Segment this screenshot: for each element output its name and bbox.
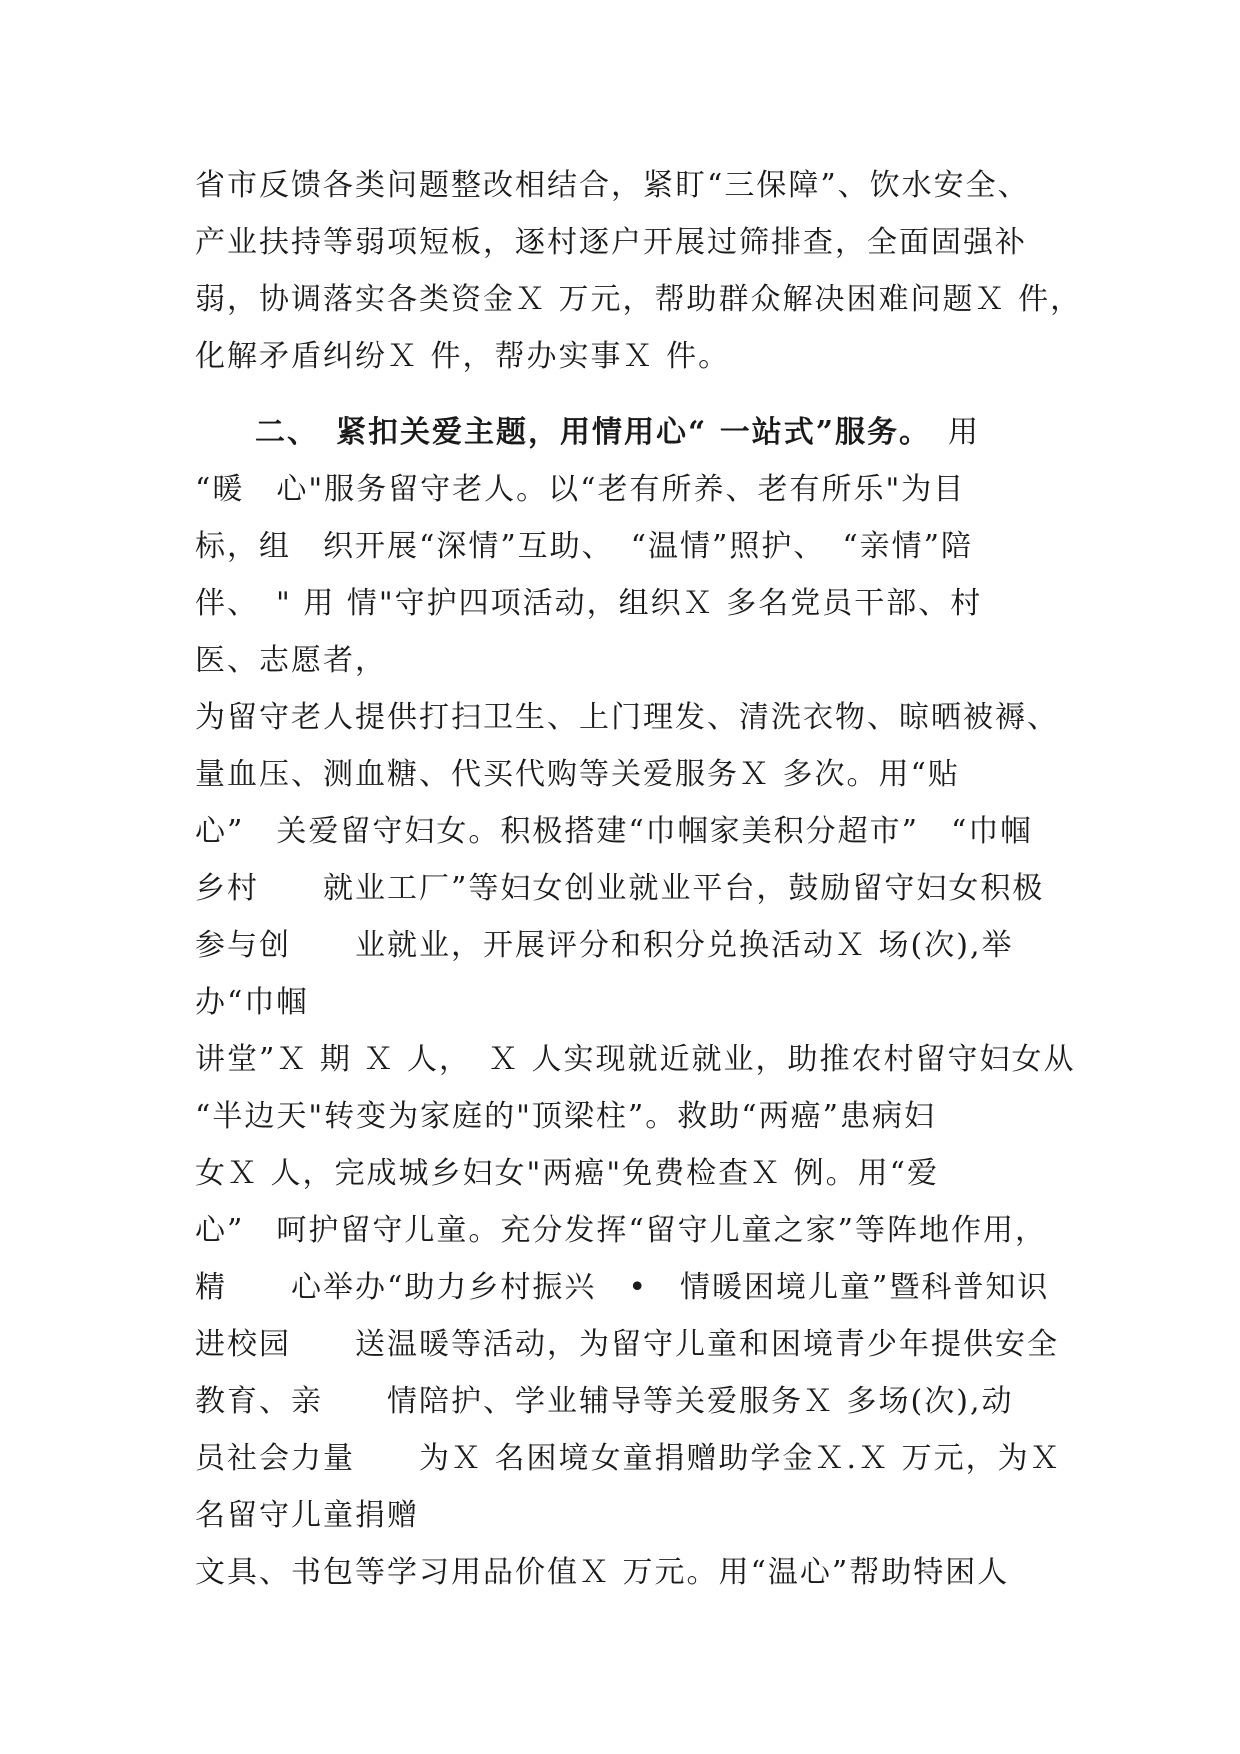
text-line: “暖 心"服务留守老人。以“老有所养、老有所乐"为目: [195, 472, 966, 507]
text-line: 女Ｘ 人，完成城乡妇女"两癌"免费检查Ｘ 例。用“爱: [195, 1156, 940, 1191]
text-line: 弱，协调落实各类资金Ｘ 万元，帮助群众解决困难问题Ｘ 件，: [195, 282, 1083, 317]
text-line: “半边天"转变为家庭的"顶梁柱”。救助“两癌”患病妇: [195, 1099, 936, 1134]
text-line: 进校园 送温暖等活动，为留守儿童和困境青少年提供安全: [195, 1327, 1059, 1362]
text-line: 办“巾帼: [195, 985, 309, 1020]
text-line: 产业扶持等弱项短板，逐村逐户开展过筛排查，全面固强补: [195, 225, 1027, 260]
text-line: 教育、亲 情陪护、学业辅导等关爱服务Ｘ 多场(次),动: [195, 1384, 1014, 1419]
text-line: 标，组 织开展“深情”互助、 “温情”照护、 “亲情”陪: [195, 529, 974, 564]
text-line: 员社会力量 为Ｘ 名困境女童捐赠助学金Ｘ.Ｘ 万元，为Ｘ: [195, 1441, 1062, 1476]
section-heading-title: 二、 紧扣关爱主题，用情用心“ 一站式”服务。: [255, 415, 916, 450]
text-line: 讲堂”Ｘ 期 Ｘ 人， Ｘ 人实现就近就业，助推农村留守妇女从: [195, 1042, 1076, 1077]
text-line: 省市反馈各类问题整改相结合，紧盯“三保障”、饮水安全、: [195, 168, 1030, 203]
text-line: 心” 呵护留守儿童。充分发挥“留守儿童之家”等阵地作用，: [195, 1213, 1048, 1248]
text-line: 文具、书包等学习用品价值Ｘ 万元。用“温心”帮助特困人: [195, 1555, 1010, 1590]
text-line: 伴、 " 用 情"守护四项活动，组织Ｘ 多名党员干部、村: [195, 586, 983, 621]
text-line: 化解矛盾纠纷Ｘ 件，帮办实事Ｘ 件。: [195, 339, 731, 374]
text-line: 参与创 业就业，开展评分和积分兑换活动Ｘ 场(次),举: [195, 928, 1014, 963]
section-heading: [255, 413, 980, 453]
text-line: 乡村 就业工厂”等妇女创业就业平台，鼓励留守妇女积极: [195, 871, 1045, 906]
text-line: 为留守老人提供打扫卫生、上门理发、清洗衣物、晾晒被褥、: [195, 700, 1059, 735]
text-line: 量血压、测血糖、代买代购等关爱服务Ｘ 多次。用“贴: [195, 757, 960, 792]
text-line: 名留守儿童捐赠: [195, 1498, 419, 1533]
text-line: 心” 关爱留守妇女。积极搭建“巾帼家美积分超市” “巾帼: [195, 814, 1033, 849]
section-heading-tail: 用: [947, 415, 980, 450]
text-line: 精 心举办“助力乡村振兴 • 情暖困境儿童”暨科普知识: [195, 1270, 1050, 1305]
text-line: 医、志愿者，: [195, 643, 387, 678]
